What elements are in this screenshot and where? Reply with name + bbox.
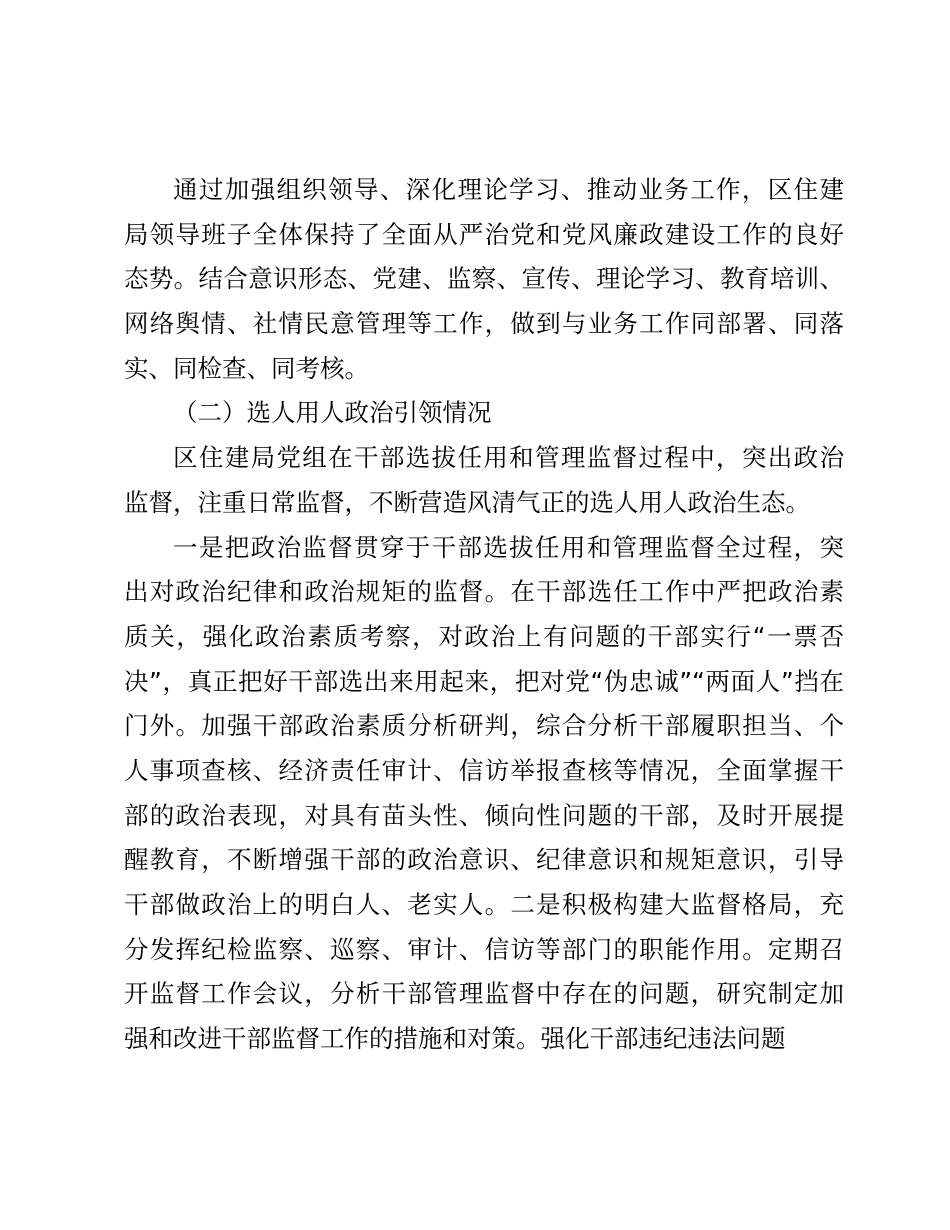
paragraph-3-line-7: 部的政治表现，对具有苗头性、倾向性问题的干部，及时开展提: [124, 800, 844, 830]
paragraph-1-line-1: 通过加强组织领导、深化理论学习、推动业务工作，区住建: [173, 175, 844, 204]
paragraph-3-line-12: 强和改进干部监督工作的措施和对策。强化干部违纪违法问题: [124, 1024, 786, 1054]
paragraph-2-line-1: 区住建局党组在干部选拔任用和管理监督过程中，突出政治: [173, 443, 844, 473]
paragraph-3-line-6: 人事项查核、经济责任审计、信访举报查核等情况，全面掌握干: [124, 755, 844, 785]
paragraph-3-line-4: 决”，真正把好干部选出来用起来，把对党“伪忠诚”“两面人”挡在: [124, 666, 844, 696]
paragraph-1-line-5: 实、同检查、同考核。: [124, 353, 369, 383]
paragraph-3-line-5: 门外。加强干部政治素质分析研判，综合分析干部履职担当、个: [124, 711, 844, 741]
paragraph-3-line-1: 一是把政治监督贯穿于干部选拔任用和管理监督全过程，突: [173, 532, 844, 562]
body-text: [124, 168, 844, 1062]
section-heading: （二）选人用人政治引领情况: [173, 398, 492, 428]
paragraph-3-line-8: 醒教育，不断增强干部的政治意识、纪律意识和规矩意识，引导: [124, 845, 844, 875]
paragraph-3-line-11: 开监督工作会议，分析干部管理监督中存在的问题，研究制定加: [124, 979, 844, 1009]
paragraph-1-line-4: 网络舆情、社情民意管理等工作，做到与业务工作同部署、同落: [124, 309, 844, 339]
paragraph-1-line-3: 态势。结合意识形态、党建、监察、宣传、理论学习、教育培训、: [124, 264, 844, 294]
paragraph-3-line-2: 出对政治纪律和政治规矩的监督。在干部选任工作中严把政治素: [124, 577, 844, 607]
paragraph-2-line-2: 监督，注重日常监督，不断营造风清气正的选人用人政治生态。: [124, 487, 810, 517]
paragraph-1-line-2: 局领导班子全体保持了全面从严治党和党风廉政建设工作的良好: [124, 219, 844, 249]
paragraph-3-line-3: 质关，强化政治素质考察，对政治上有问题的干部实行“一票否: [124, 621, 844, 651]
paragraph-3-line-9: 干部做政治上的明白人、老实人。二是积极构建大监督格局，充: [124, 890, 844, 919]
paragraph-3-line-10: 分发挥纪检监察、巡察、审计、信访等部门的职能作用。定期召: [124, 934, 844, 964]
